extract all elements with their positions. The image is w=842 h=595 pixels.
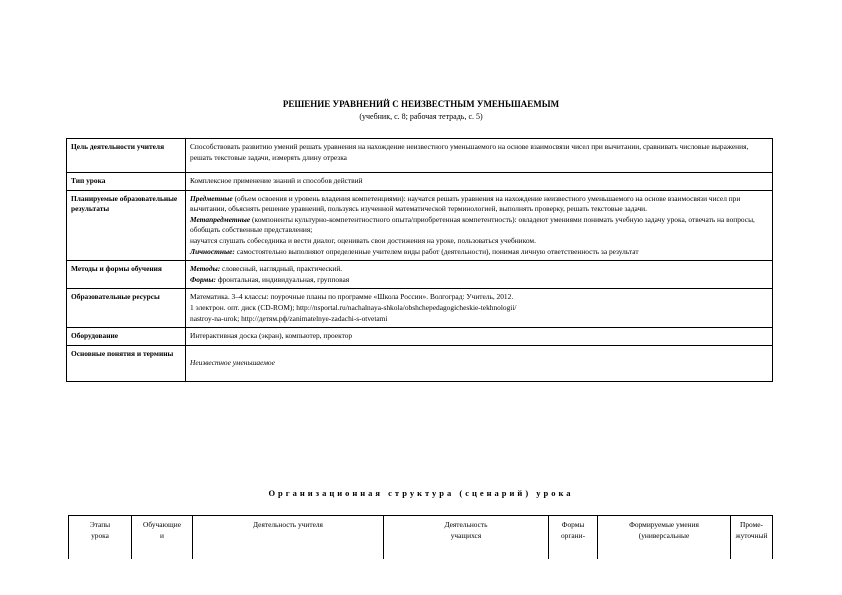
subject-results-text: (объем освоения и уровень владения компетенциями): научатся решать уравнения на нахождение неизвестного уменьшаемого на основе взаимосвязи чисел при вычитании, объяснять решение уравнений, пользуясь изученной математической терминологией, выполнять проверку, решать текстовые задачи. bbox=[190, 193, 741, 214]
type-label: Тип урока bbox=[67, 173, 186, 191]
methods-text: словесный, наглядный, практический. bbox=[220, 264, 343, 274]
lesson-plan-table bbox=[68, 515, 773, 559]
header-learning: Обучающие и bbox=[132, 516, 193, 560]
methods-sublabel: Методы: bbox=[190, 264, 221, 274]
table-row bbox=[67, 173, 773, 191]
page-title: РЕШЕНИЕ УРАВНЕНИЙ С НЕИЗВЕСТНЫМ УМЕНЬШАЕМЫМ bbox=[282, 99, 560, 109]
table-row bbox=[67, 345, 773, 381]
meta-results-text: (компоненты культурно-компетентностного опыта/приобретенная компетентность): овладеют умениями понимать учебную задачу урока, отвечать на вопросы, обобщать собственные представления; bbox=[190, 214, 755, 235]
forms-text: фронтальная, индивидуальная, групповая bbox=[215, 274, 350, 284]
header-interim: Проме- жуточный bbox=[731, 516, 773, 560]
header-skills: Формируемые умения (универсальные bbox=[598, 516, 731, 560]
table-row bbox=[67, 261, 773, 289]
section-title: Организационная структура (сценарий) урока bbox=[268, 488, 574, 498]
table-row bbox=[67, 190, 773, 261]
methods-label: Методы и формы обучения bbox=[67, 261, 186, 289]
table-row bbox=[67, 139, 773, 173]
resources-line-1: Математика. 3–4 классы: поурочные планы по программе «Школа России». Волгоград: Учитель, 2012. bbox=[190, 292, 514, 302]
header-student: Деятельность учащихся bbox=[384, 516, 549, 560]
lesson-info-table bbox=[66, 138, 773, 382]
meta-results-label: Метапредметные bbox=[190, 214, 251, 224]
resources-line-2: 1 электрон. опт. диск (CD-ROM); http://nsportal.ru/nachalnaya-shkola/obshchepedagogicheskie-tekhnologii/ bbox=[190, 302, 517, 312]
terms-text: Неизвестное уменьшаемое bbox=[190, 357, 275, 367]
page-subtitle: (учебник, с. 8; рабочая тетрадь, с. 5) bbox=[359, 112, 483, 121]
goal-text: Способствовать развитию умений решать уравнения на нахождение неизвестного уменьшаемого на основе взаимосвязи чисел при вычитании, сравнивать числовые выражения, решать текстовые задачи, измерять длину отрезка bbox=[186, 139, 773, 173]
resources-line-3: nastroy-na-urok; http://детям.рф/zanimatelnye-zadachi-s-otvetami bbox=[190, 313, 388, 323]
goal-label: Цель деятельности учителя bbox=[67, 139, 186, 173]
resources-label: Образовательные ресурсы bbox=[67, 289, 186, 328]
personal-results-text: самостоятельно выполняют определенные учителем виды работ (деятельности), понимая личную ответственность за результат bbox=[234, 246, 639, 256]
header-stage: Этапы урока bbox=[69, 516, 132, 560]
terms-cell bbox=[186, 345, 773, 381]
personal-results-label: Личностные: bbox=[190, 246, 235, 256]
terms-label: Основные понятия и термины bbox=[67, 345, 186, 381]
results-cell bbox=[186, 190, 773, 261]
subject-results-label: Предметные bbox=[190, 193, 233, 203]
equipment-label: Оборудование bbox=[67, 328, 186, 346]
type-text: Комплексное применение знаний и способов действий bbox=[186, 173, 773, 191]
table-row bbox=[67, 328, 773, 346]
results-label: Планируемые образовательные результаты bbox=[67, 190, 186, 261]
header-forms: Формы органи- bbox=[549, 516, 598, 560]
resources-cell bbox=[186, 289, 773, 328]
equipment-text: Интерактивная доска (экран), компьютер, проектор bbox=[186, 328, 773, 346]
meta-results-text-2: научатся слушать собеседника и вести диалог, оценивать свои достижения на уроке, пользоваться учебником. bbox=[190, 235, 536, 245]
table-row bbox=[69, 516, 773, 560]
methods-cell bbox=[186, 261, 773, 289]
forms-sublabel: Формы: bbox=[190, 274, 216, 284]
header-teacher: Деятельность учителя bbox=[193, 516, 384, 560]
table-row bbox=[67, 289, 773, 328]
